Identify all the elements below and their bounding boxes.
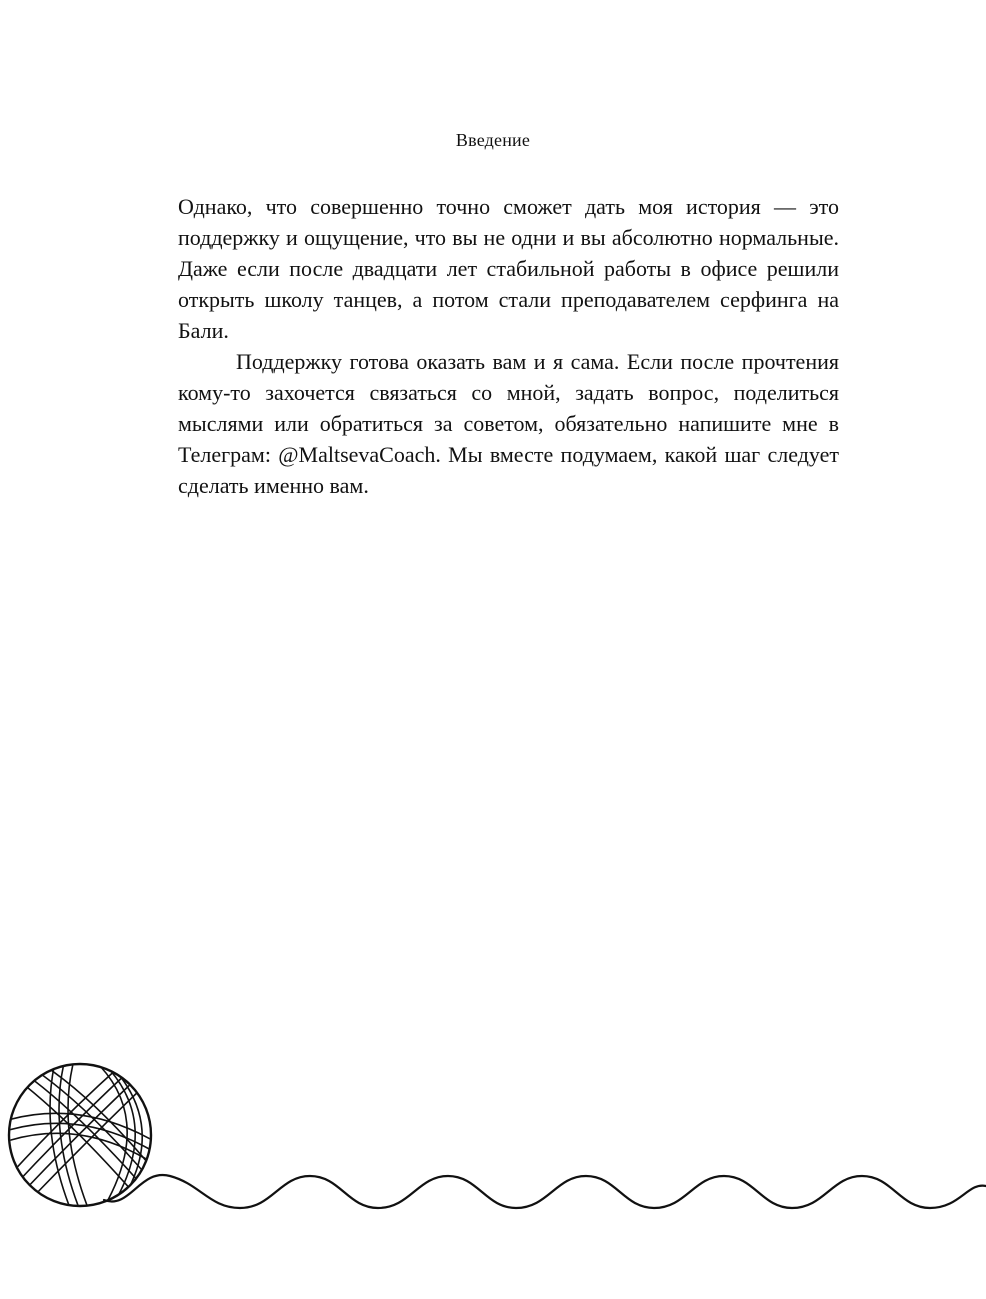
yarn-decoration [0, 1050, 986, 1220]
yarn-ball-icon [8, 1062, 158, 1208]
paragraph-2: Поддержку готова оказать вам и я сама. Если после прочтения кому-то захочется связаться со мной, задать вопрос, поделиться мыслями или обратиться за советом, обязательно напишите мне в Телеграм: @MaltsevaCoach. Мы вместе подумаем, какой шаг следует сделать именно вам. [178, 349, 839, 498]
yarn-thread [104, 1175, 986, 1208]
running-header: Введение [455, 130, 531, 150]
body-text [178, 191, 839, 501]
paragraph-1: Однако, что совершенно точно сможет дать моя история — это поддержку и ощущение, что вы не одни и вы абсолютно нормальные. Даже если после двадцати лет стабильной работы в офисе решили открыть школу танцев, а потом стали преподавателем серфинга на Бали. [178, 194, 839, 343]
